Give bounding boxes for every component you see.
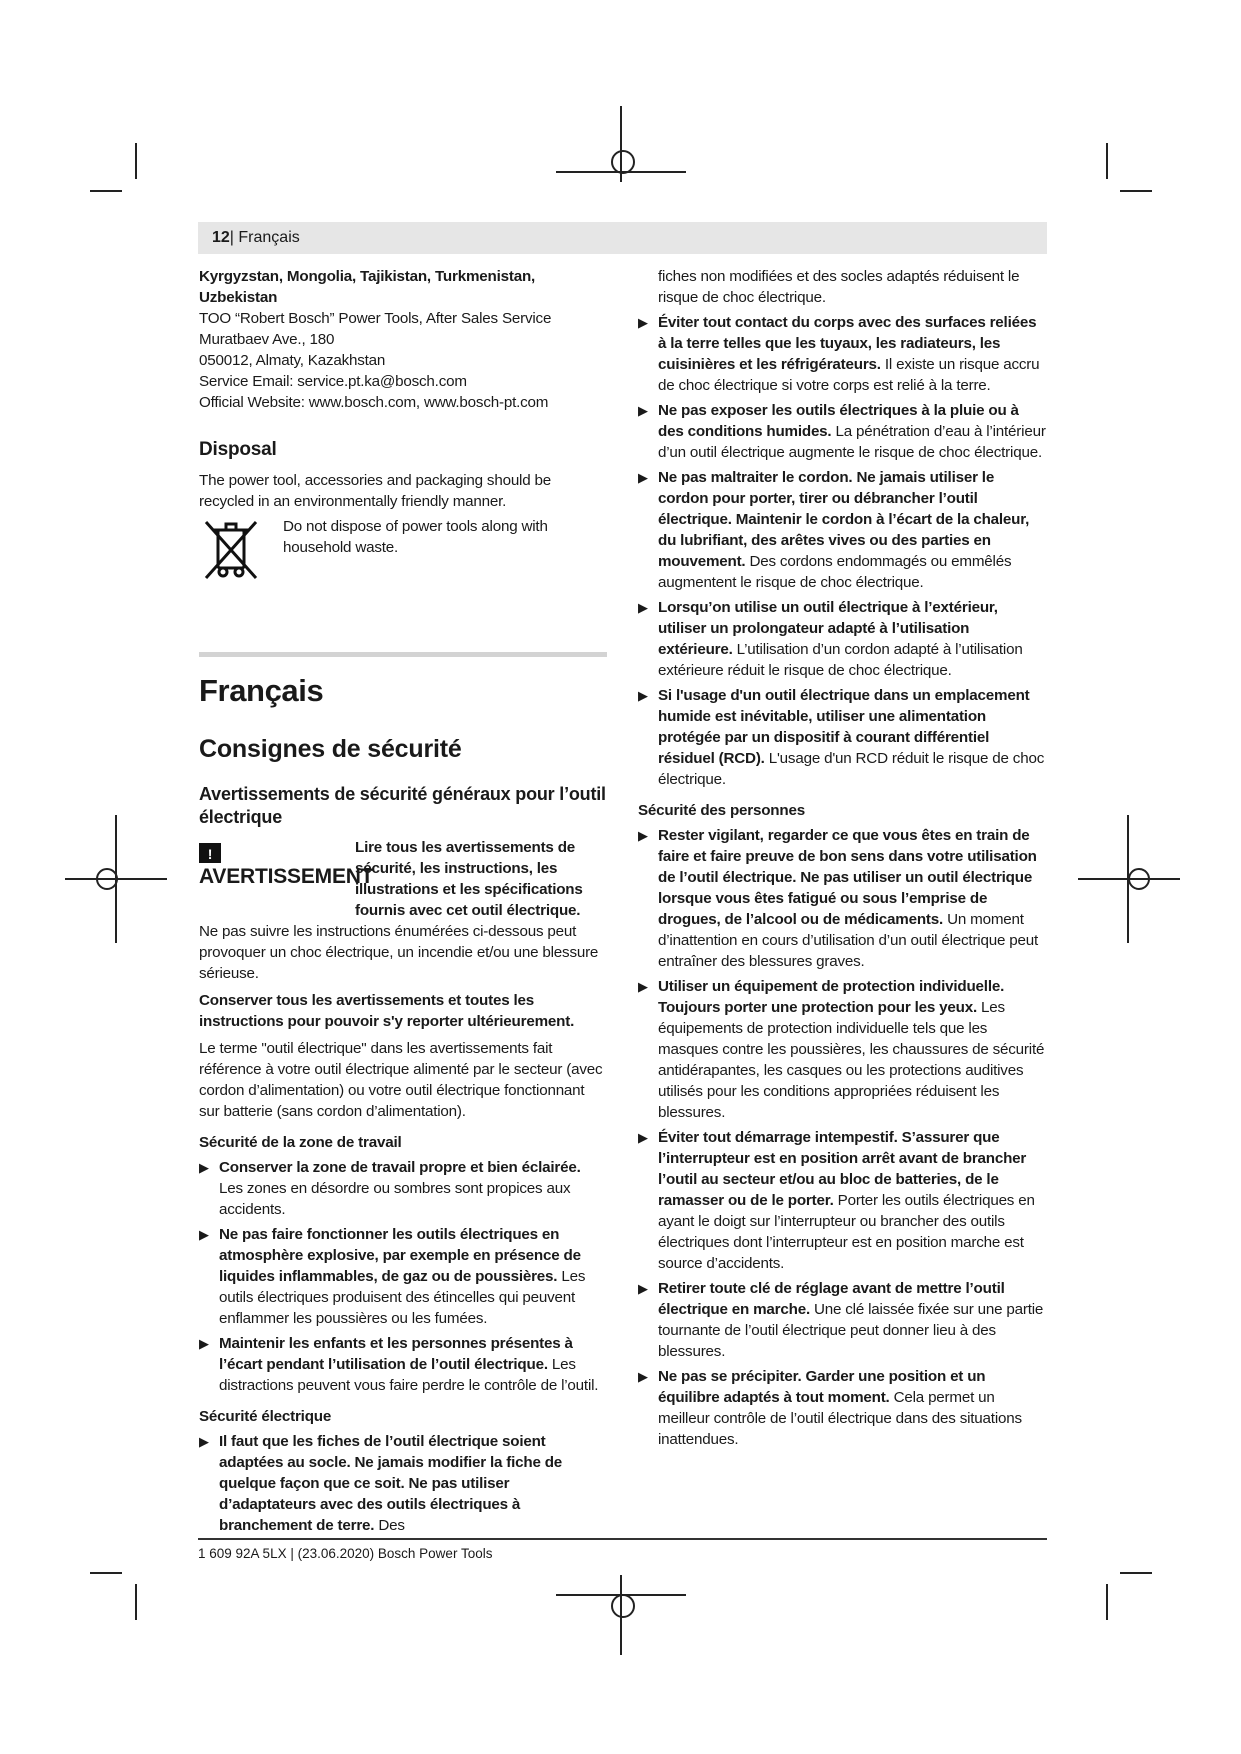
arrow-icon: ▶ [638,403,648,418]
registration-mark [1120,1572,1152,1574]
page-number: 12 [212,229,230,246]
bullet-bold: Maintenir les enfants et les personnes présentes à l’écart pendant l’utilisation de l’outil électrique. [219,1335,573,1373]
arrow-icon: ▶ [638,470,648,485]
arrow-icon: ▶ [638,600,648,615]
registration-mark [135,1584,137,1620]
electrical-continued: fiches non modifiées et des socles adaptés réduisent le risque de choc électrique. [658,268,1020,306]
section-divider [199,652,607,657]
registration-mark [1106,143,1108,179]
bullet-bold: Éviter tout contact du corps avec des surfaces reliées à la terre telles que les tuyaux, les radiateurs, les cuisinières et les réfrigérateurs. [658,314,1037,373]
bullet-bold: Ne pas faire fonctionner les outils électriques en atmosphère explosive, par exemple en présence de liquides inflammables, de gaz ou de poussières. [219,1226,581,1285]
arrow-icon: ▶ [199,1227,209,1242]
registration-mark [1128,868,1150,890]
work-area-title: Sécurité de la zone de travail [199,1134,402,1151]
page-footer: 1 609 92A 5LX | (23.06.2020) Bosch Power Tools [198,1546,493,1561]
arrow-icon: ▶ [638,1369,648,1384]
registration-mark [1120,190,1152,192]
contact-company: TOO “Robert Bosch” Power Tools, After Sales Service [199,310,552,327]
bullet-item [638,400,1046,463]
arrow-icon: ▶ [199,1160,209,1175]
bullet-item [199,1224,607,1329]
bullet-bold: Rester vigilant, regarder ce que vous êtes en train de faire et faire preuve de bon sens dans votre utilisation de l’outil électrique. Ne pas utiliser un outil électrique lorsque vous êtes fatigué ou sous l’emprise de drogues, de l’alcool ou de médicaments. [658,827,1037,928]
contact-website: Official Website: www.bosch.com, www.bosch-pt.com [199,394,549,411]
warning-block [199,837,607,921]
registration-mark [1106,1584,1108,1620]
bullet-text: L'usage d'un RCD réduit le risque de choc électrique. [658,750,1045,788]
bullet-bold: Retirer toute clé de réglage avant de mettre l’outil électrique en marche. [658,1280,1005,1318]
bullet-bold: Utiliser un équipement de protection individuelle. Toujours porter une protection pour les yeux. [658,978,1005,1016]
registration-mark [96,868,118,890]
arrow-icon: ▶ [638,315,648,330]
bullet-item [638,467,1046,593]
contact-city: 050012, Almaty, Kazakhstan [199,352,386,369]
bullet-text: L’utilisation d’un cordon adapté à l’utilisation extérieure réduit le risque de choc électrique. [658,641,1023,679]
registration-mark [611,150,635,174]
bullet-item [638,1127,1046,1274]
subsection-title: Avertissements de sécurité généraux pour l’outil électrique [199,784,606,827]
bullet-text: Les équipements de protection individuelle tels que les masques contre les poussières, les chaussures de sécurité antidérapantes, les casques ou les protections auditives utilisés pour les conditions appropriées réduisent les blessures. [658,999,1045,1121]
bullet-bold: Ne pas se précipiter. Garder une position et un équilibre adaptés à tout moment. [658,1368,986,1406]
bullet-bold: Ne pas maltraiter le cordon. Ne jamais utiliser le cordon pour porter, tirer ou débrancher l’outil électrique. Maintenir le cordon à l’écart de la chaleur, du lubrifiant, des arêtes vives ou des parties en mouvement. [658,469,1030,570]
contact-email: Service Email: service.pt.ka@bosch.com [199,373,467,390]
registration-mark [611,1594,635,1618]
bullet-text: Les zones en désordre ou sombres sont propices aux accidents. [219,1180,571,1218]
disposal-icon-text: Do not dispose of power tools along with household waste. [283,518,548,556]
registration-mark [90,1572,122,1574]
footer-rule [198,1538,1047,1540]
term-text: Le terme "outil électrique" dans les avertissements fait référence à votre outil électrique alimenté par le secteur (avec cordon d’alimentation) ou votre outil électrique fonctionnant sur batterie (sans cordon d’alimentation). [199,1040,603,1120]
contact-street: Muratbaev Ave., 180 [199,331,335,348]
warning-text: Ne pas suivre les instructions énumérées ci-dessous peut provoquer un choc électrique, un incendie et/ou une blessure sérieuse. [199,923,599,982]
electrical-title: Sécurité électrique [199,1408,332,1425]
bullet-text: Des [378,1517,405,1534]
arrow-icon: ▶ [199,1434,209,1449]
work-area-list [199,1157,607,1396]
bullet-item [199,1157,607,1220]
disposal-notice [199,516,607,582]
bullet-item [638,825,1046,972]
page-header [198,222,1047,254]
bullet-item [638,976,1046,1123]
bullet-bold: Ne pas exposer les outils électriques à la pluie ou à des conditions humides. [658,402,1019,440]
warning-icon: ! [199,843,221,863]
personal-list [638,825,1046,1450]
arrow-icon: ▶ [638,1130,648,1145]
bullet-text: Les outils électriques produisent des étincelles qui peuvent enflammer les poussières ou les fumées. [219,1268,586,1327]
bullet-text: Il existe un risque accru de choc électrique si votre corps est relié à la terre. [658,356,1040,394]
right-column [638,266,1046,1450]
personal-title: Sécurité des personnes [638,802,805,819]
header-language: | Français [229,229,300,246]
bullet-item [638,1278,1046,1362]
bullet-text: Cela permet un meilleur contrôle de l’outil électrique dans des situations inattendues. [658,1389,1022,1448]
bullet-item [199,1333,607,1396]
arrow-icon: ▶ [638,828,648,843]
section-title: Consignes de sécurité [199,735,462,763]
registration-mark [90,190,122,192]
arrow-icon: ▶ [638,1281,648,1296]
bullet-item [199,1431,607,1536]
warning-label: !AVERTISSEMENT [199,837,349,889]
bullet-bold: Conserver la zone de travail propre et bien éclairée. [219,1159,581,1176]
bullet-bold: Si l'usage d'un outil électrique dans un emplacement humide est inévitable, utiliser une alimentation protégée par un dispositif à courant différentiel résiduel (RCD). [658,687,1030,767]
contact-countries: Kyrgyzstan, Mongolia, Tajikistan, Turkmenistan, Uzbekistan [199,268,536,306]
bullet-text: Les distractions peuvent vous faire perdre le contrôle de l’outil. [219,1356,599,1394]
electrical-list [638,312,1046,790]
bullet-text: La pénétration d’eau à l’intérieur d’un outil électrique augmente le risque de choc électrique. [658,423,1046,461]
bullet-item [638,1366,1046,1450]
language-title: Français [199,673,324,708]
arrow-icon: ▶ [638,979,648,994]
bullet-text: Un moment d’inattention en cours d’utilisation d’un outil électrique peut entraîner des blessures graves. [658,911,1038,970]
bullet-bold: Éviter tout démarrage intempestif. S’assurer que l’interrupteur est en position arrêt avant de brancher l’outil au secteur et/ou au bloc de batteries, de le ramasser ou de le porter. [658,1129,1027,1209]
bullet-bold: Lorsqu’on utilise un outil électrique à l’extérieur, utiliser un prolongateur adapté à l’utilisation extérieure. [658,599,998,658]
disposal-text: The power tool, accessories and packaging should be recycled in an environmentally friendly manner. [199,472,551,510]
bullet-bold: Il faut que les fiches de l’outil électrique soient adaptées au socle. Ne jamais modifier la fiche de quelque façon que ce soit. Ne pas utiliser d’adaptateurs avec des outils électriques à branchement de terre. [219,1433,563,1534]
bullet-item [638,597,1046,681]
disposal-title: Disposal [199,439,277,460]
bullet-item [638,685,1046,790]
arrow-icon: ▶ [199,1336,209,1351]
crossed-bin-icon [201,518,261,582]
registration-mark [135,143,137,179]
warning-bold: Lire tous les avertissements de sécurité, les instructions, les illustrations et les spécifications fournis avec cet outil électrique. [355,839,583,919]
bullet-text: Une clé laissée fixée sur une partie tournante de l’outil électrique peut donner lieu à des blessures. [658,1301,1044,1360]
bullet-item [638,312,1046,396]
bullet-text: Des cordons endommagés ou emmêlés augmentent le risque de choc électrique. [658,553,1012,591]
left-column [199,266,607,1536]
arrow-icon: ▶ [638,688,648,703]
bullet-text: Porter les outils électriques en ayant le doigt sur l’interrupteur ou brancher des outils électriques dont l’interrupteur est en position marche est source d’accidents. [658,1192,1035,1272]
keep-instructions: Conserver tous les avertissements et toutes les instructions pour pouvoir s'y reporter ultérieurement. [199,992,575,1030]
